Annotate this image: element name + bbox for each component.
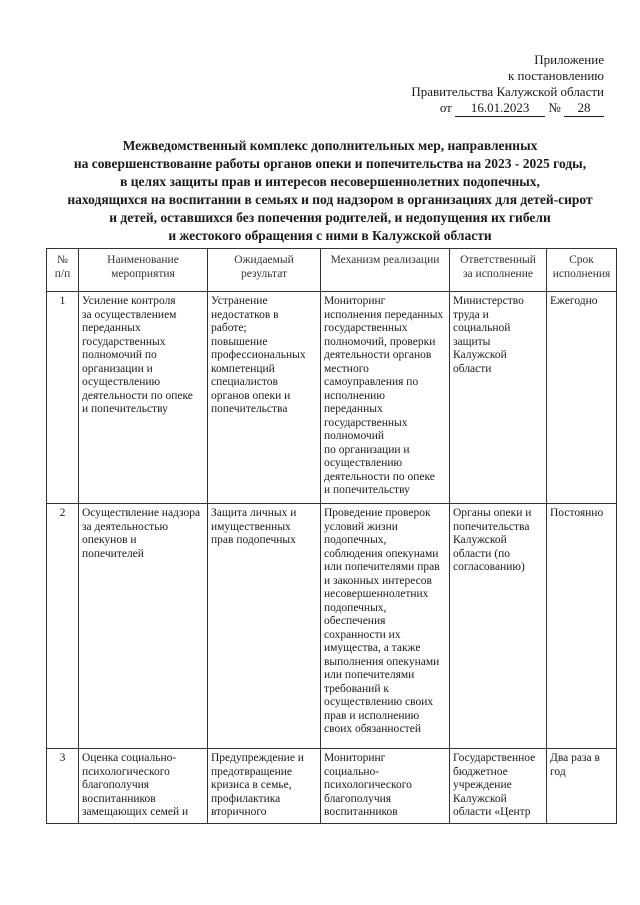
title-line: в целях защиты прав и интересов несовершеннолетних подопечных, [120,174,540,189]
title-line: Межведомственный комплекс дополнительных мер, направленных [122,138,538,153]
title-line: и детей, оставшихся без попечения родителей, и недопущения их гибели [109,210,551,225]
appendix-government: Правительства Калужской области [411,84,604,99]
resolution-date: 16.01.2023 [455,100,545,117]
table-row [47,292,617,504]
row-num: 3 [47,749,79,824]
row-term: Постоянно [547,504,617,749]
row-result: Устранение недостатков в работе; повышение профессиональных компетенций специалистов органов опеки и попечительства [208,292,321,504]
table-header-row [47,249,617,292]
table-row [47,749,617,824]
resolution-number: 28 [564,100,604,117]
title-line: и жестокого обращения с ними в Калужской области [168,228,492,243]
row-mechanism: Проведение проверок условий жизни подопечных, соблюдения опекунами или попечителями прав и законных интересов несовершеннолетних подопечных, обеспечения сохранности их имущества, а также выполнения опекунами или попечителями требований к осуществлению своих прав и исполнению своих обязанностей [321,504,450,749]
row-result: Предупреждение и предотвращение кризиса в семье, профилактика вторичного [208,749,321,824]
document-title [50,137,610,245]
from-label: от [439,100,452,115]
measures-table [46,248,617,824]
row-responsible: Министерство труда и социальной защиты Калужской области [450,292,547,504]
title-line: на совершенствование работы органов опеки и попечительства на 2023 - 2025 годы, [73,156,587,171]
row-result: Защита личных и имущественных прав подопечных [208,504,321,749]
row-num: 2 [47,504,79,749]
row-name: Оценка социально- психологического благополучия воспитанников замещающих семей и [79,749,208,824]
appendix-label: Приложение [534,52,604,67]
appendix-date-line [411,100,604,117]
appendix-header [411,52,604,117]
header-mechanism: Механизм реализации [321,249,450,292]
header-term: Срок исполнения [547,249,617,292]
row-responsible: Государственное бюджетное учреждение Калужской области «Центр [450,749,547,824]
appendix-to-resolution: к постановлению [507,68,604,83]
number-label: № [548,100,561,115]
row-responsible: Органы опеки и попечительства Калужской области (по согласованию) [450,504,547,749]
header-num: № п/п [47,249,79,292]
row-num: 1 [47,292,79,504]
row-mechanism: Мониторинг исполнения переданных государственных полномочий, проверки деятельности органов местного самоуправления по исполнению переданных государственных полномочий по организации и осуществлению деятельности по опеке и попечительству [321,292,450,504]
title-line: находящихся на воспитании в семьях и под надзором в организациях для детей-сирот [67,192,593,207]
row-term: Ежегодно [547,292,617,504]
header-name: Наименование мероприятия [79,249,208,292]
row-name: Осуществление надзора за деятельностью опекунов и попечителей [79,504,208,749]
table-row [47,504,617,749]
header-result: Ожидаемый результат [208,249,321,292]
row-mechanism: Мониторинг социально- психологического благополучия воспитанников [321,749,450,824]
row-name: Усиление контроля за осуществлением переданных государственных полномочий по организации и осуществлению деятельности по опеке и попечительству [79,292,208,504]
row-term: Два раза в год [547,749,617,824]
header-responsible: Ответственный за исполнение [450,249,547,292]
